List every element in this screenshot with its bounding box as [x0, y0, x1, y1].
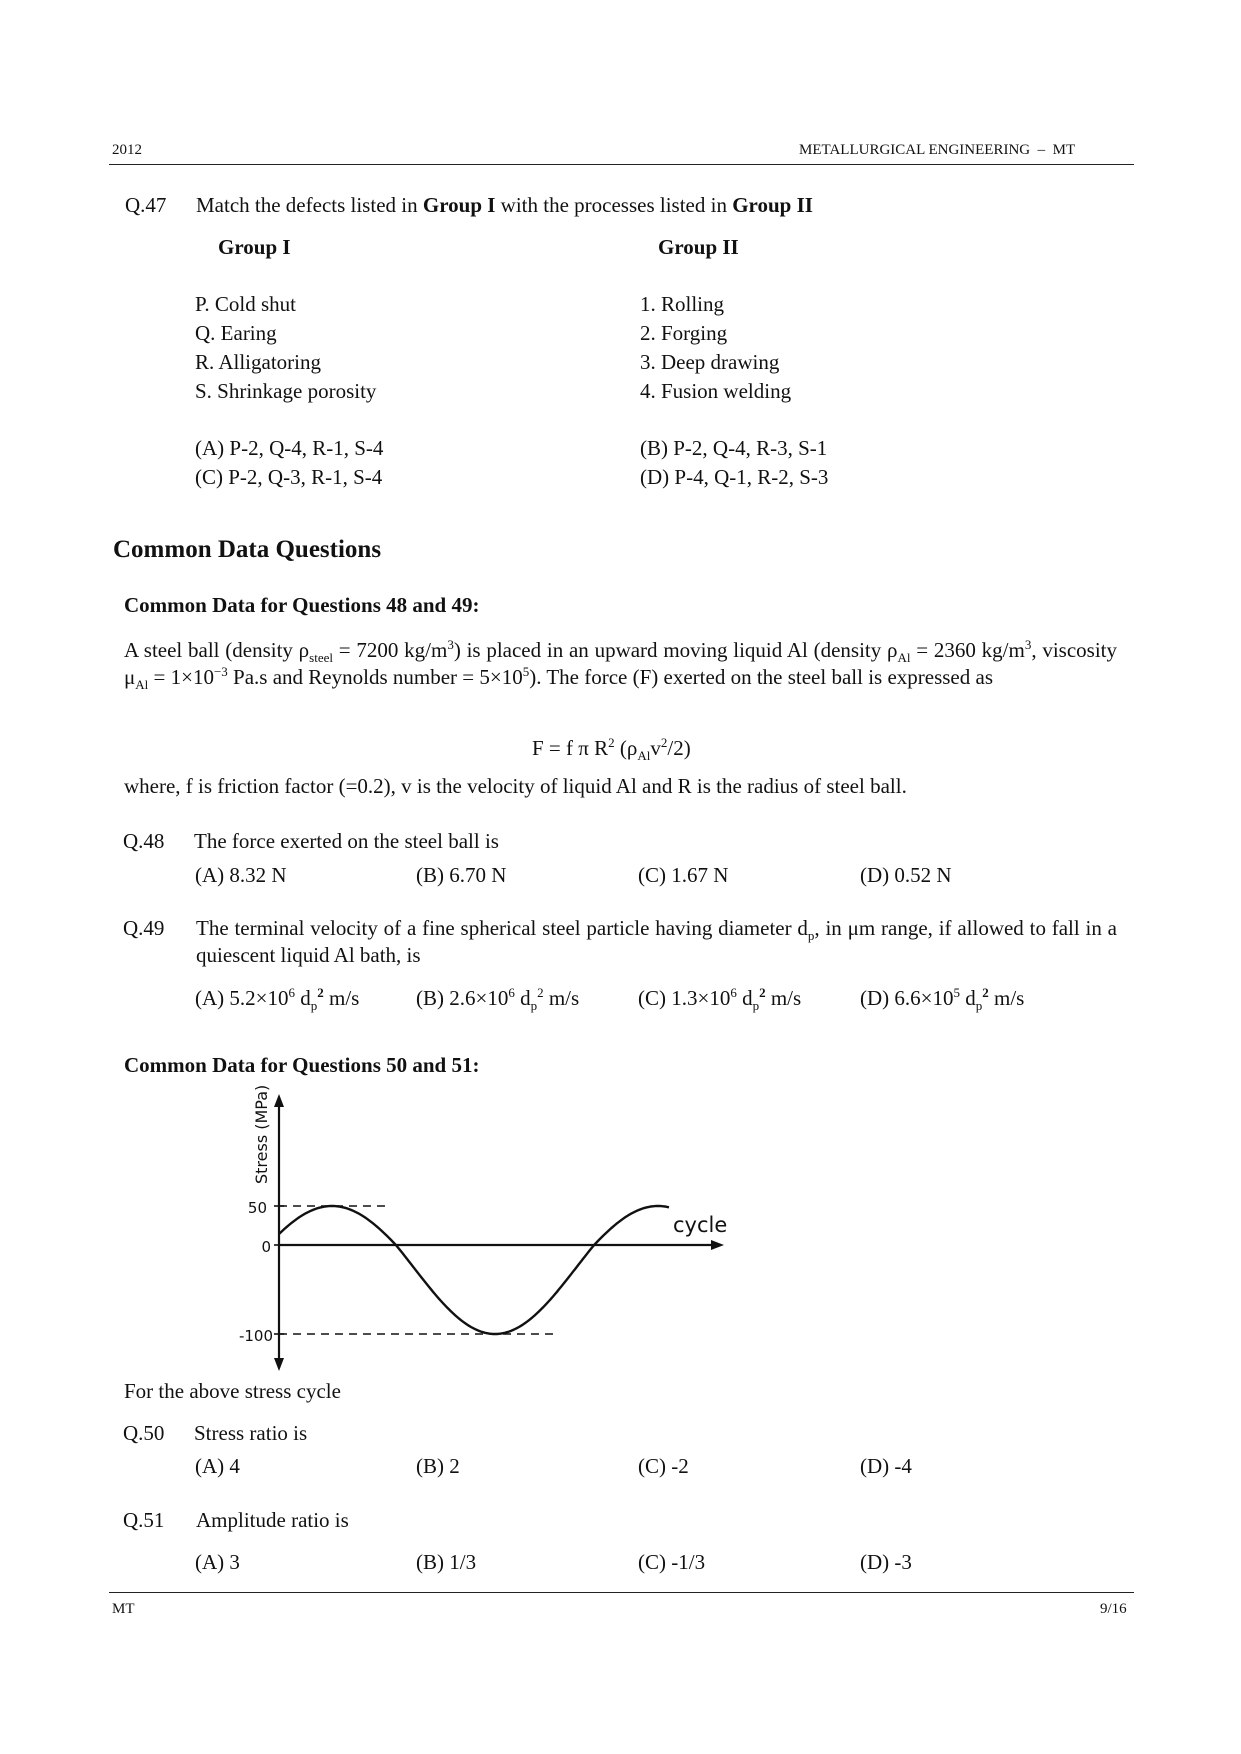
- option-d[interactable]: (D) -3: [860, 1550, 912, 1574]
- option-c[interactable]: (C) -2: [638, 1454, 689, 1478]
- option-b[interactable]: (B) P-2, Q-4, R-3, S-1: [640, 436, 828, 460]
- question-stem: Stress ratio is: [194, 1421, 308, 1445]
- question-stem: The terminal velocity of a fine spherical steel particle having diameter $d_p$, in μm range, if allowed to fall in a quiescent liquid Al bath, is: [196, 916, 1117, 967]
- section-heading: Common Data Questions: [113, 536, 382, 563]
- y-axis-arrow-down: [274, 1358, 284, 1371]
- option-a[interactable]: (A) $5.2\times 10^6$ $d_p^2$ m/s: [195, 985, 360, 1014]
- x-axis-label: cycle: [673, 1213, 728, 1237]
- stress-caption: For the above stress cycle: [124, 1379, 341, 1403]
- force-formula: F = f π $R^2$ $(\rho_{Al}v^2/2)$: [532, 735, 691, 764]
- y-tick-label: -100: [238, 1327, 273, 1345]
- stress-curve: [279, 1206, 669, 1334]
- header-code: MT: [1052, 142, 1076, 158]
- footer-code: MT: [112, 1601, 135, 1617]
- formula-explanation: where, f is friction factor (=0.2), v is the velocity of liquid Al and R is the radius of steel ball.: [124, 774, 907, 798]
- option-a[interactable]: (A) P-2, Q-4, R-1, S-4: [195, 436, 384, 460]
- stem-bold: Group II: [732, 193, 813, 217]
- footer-rule: [109, 1592, 1134, 1593]
- group1-item: P. Cold shut: [195, 292, 296, 316]
- stem-text: Match the defects listed in: [196, 193, 423, 217]
- common-data-title: Common Data for Questions 50 and 51:: [124, 1053, 480, 1077]
- header-subject: METALLURGICAL ENGINEERING: [799, 142, 1031, 158]
- group2-item: 1. Rolling: [640, 292, 725, 316]
- group1-title: Group I: [218, 235, 291, 259]
- header-separator: –: [1037, 142, 1046, 158]
- stem-bold: Group I: [422, 193, 496, 217]
- option-d[interactable]: (D) P-4, Q-1, R-2, S-3: [640, 465, 829, 489]
- question-number: Q.51: [123, 1508, 165, 1532]
- group1-item: S. Shrinkage porosity: [195, 379, 377, 403]
- option-b[interactable]: (B) 2: [416, 1454, 460, 1478]
- question-number: Q.49: [123, 916, 165, 940]
- question-number: Q.47: [125, 193, 167, 217]
- common-data-title: Common Data for Questions 48 and 49:: [124, 593, 480, 617]
- option-c[interactable]: (C) $1.3\times 10^6$ $d_p^2$ m/s: [638, 985, 802, 1014]
- question-stem: The force exerted on the steel ball is: [194, 829, 499, 853]
- y-axis-label: Stress (MPa): [252, 1084, 271, 1184]
- question-number: Q.48: [123, 829, 165, 853]
- option-c[interactable]: (C) -1/3: [638, 1550, 706, 1574]
- option-a[interactable]: (A) 8.32 N: [195, 863, 287, 887]
- option-b[interactable]: (B) 1/3: [416, 1550, 477, 1574]
- option-a[interactable]: (A) 3: [195, 1550, 240, 1574]
- option-b[interactable]: (B) $2.6\times 10^6$ $d_p^2$ m/s: [416, 985, 580, 1014]
- option-c[interactable]: (C) 1.67 N: [638, 863, 729, 887]
- header-year: 2012: [112, 142, 142, 158]
- stem-text: with the processes listed in: [495, 193, 733, 217]
- y-tick-label: 0: [261, 1238, 271, 1256]
- option-d[interactable]: (D) -4: [860, 1454, 912, 1478]
- group1-item: R. Alligatoring: [195, 350, 321, 374]
- y-tick-label: 50: [247, 1199, 267, 1217]
- question-number: Q.50: [123, 1421, 165, 1445]
- page-number: 9/16: [1100, 1601, 1127, 1617]
- option-c[interactable]: (C) P-2, Q-3, R-1, S-4: [195, 465, 383, 489]
- option-d[interactable]: (D) $6.6\times 10^5$ $d_p^2$ m/s: [860, 985, 1025, 1014]
- option-a[interactable]: (A) 4: [195, 1454, 240, 1478]
- option-d[interactable]: (D) 0.52 N: [860, 863, 952, 887]
- group2-item: 2. Forging: [640, 321, 728, 345]
- group2-item: 3. Deep drawing: [640, 350, 780, 374]
- y-axis-arrow-up: [274, 1094, 284, 1107]
- group1-item: Q. Earing: [195, 321, 277, 345]
- question-stem: Amplitude ratio is: [196, 1508, 349, 1532]
- group2-title: Group II: [658, 235, 739, 259]
- common-data-paragraph: A steel ball (density $\rho_{steel} = 7200$ $kg/m^3$) is placed in an upward moving liquid Al (density $\rho_{Al} = 2360$ $kg/m^3$, viscosity $\mu_{Al} = 1\times 10^{-3}$ Pa.s and Reynolds number = $5\times 10^5$). The force (F) exerted on the steel ball is expressed as: [124, 637, 1118, 693]
- option-b[interactable]: (B) 6.70 N: [416, 863, 507, 887]
- x-axis-arrow: [711, 1240, 724, 1250]
- group2-item: 4. Fusion welding: [640, 379, 792, 403]
